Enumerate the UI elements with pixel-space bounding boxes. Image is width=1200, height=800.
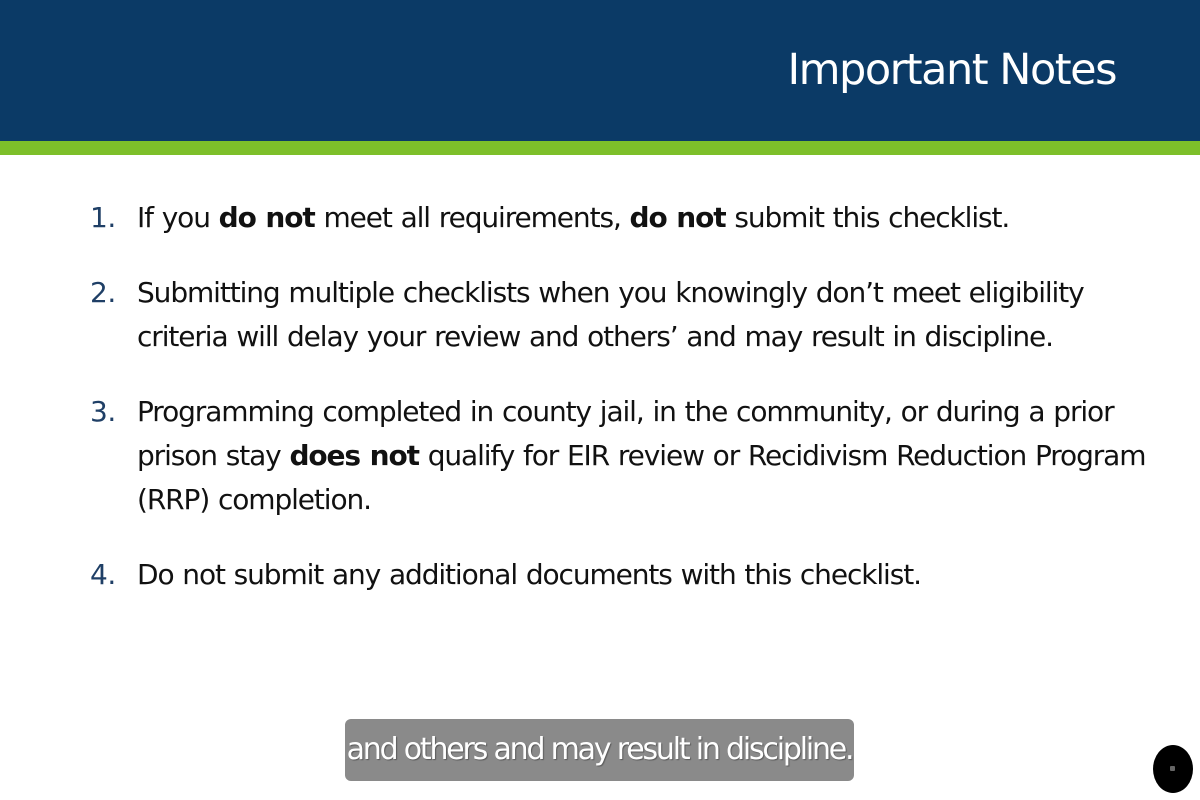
note-item-3 bbox=[90, 390, 1150, 522]
notes-list bbox=[90, 196, 1150, 597]
note-item-2 bbox=[90, 271, 1150, 359]
note-text-part: Submitting multiple checklists when you knowingly don’t meet eligibility criteria will delay your review and others’ and may result in discipline. bbox=[137, 276, 1084, 353]
note-item-1 bbox=[90, 196, 1150, 240]
note-number: 1. bbox=[90, 201, 116, 234]
header-banner bbox=[0, 0, 1200, 141]
note-text-part: meet all requirements, bbox=[314, 201, 630, 234]
accent-bar bbox=[0, 141, 1200, 155]
slide-title: Important Notes bbox=[787, 45, 1116, 95]
circle-icon[interactable] bbox=[1153, 745, 1193, 793]
note-text bbox=[137, 276, 1084, 353]
note-item-4 bbox=[90, 553, 1150, 597]
note-text-part: Do not submit any additional documents with this checklist. bbox=[137, 558, 921, 591]
note-text-part: If you bbox=[137, 201, 219, 234]
note-text bbox=[137, 558, 921, 591]
note-text bbox=[137, 201, 1009, 234]
note-text-part: submit this checklist. bbox=[725, 201, 1010, 234]
note-text-part: qualify for EIR review or Recidivism Reduction Program (RRP) completion. bbox=[137, 439, 1146, 516]
note-number: 2. bbox=[90, 276, 116, 309]
note-emphasis: do not bbox=[629, 201, 726, 234]
note-text-part: Programming completed in county jail, in the community, or during a prior prison stay bbox=[137, 395, 1114, 472]
note-number: 3. bbox=[90, 395, 116, 428]
video-caption: and others and may result in discipline. bbox=[345, 719, 854, 781]
note-number: 4. bbox=[90, 558, 116, 591]
note-emphasis: do not bbox=[218, 201, 315, 234]
note-text bbox=[137, 395, 1145, 516]
note-emphasis: does not bbox=[289, 439, 419, 472]
